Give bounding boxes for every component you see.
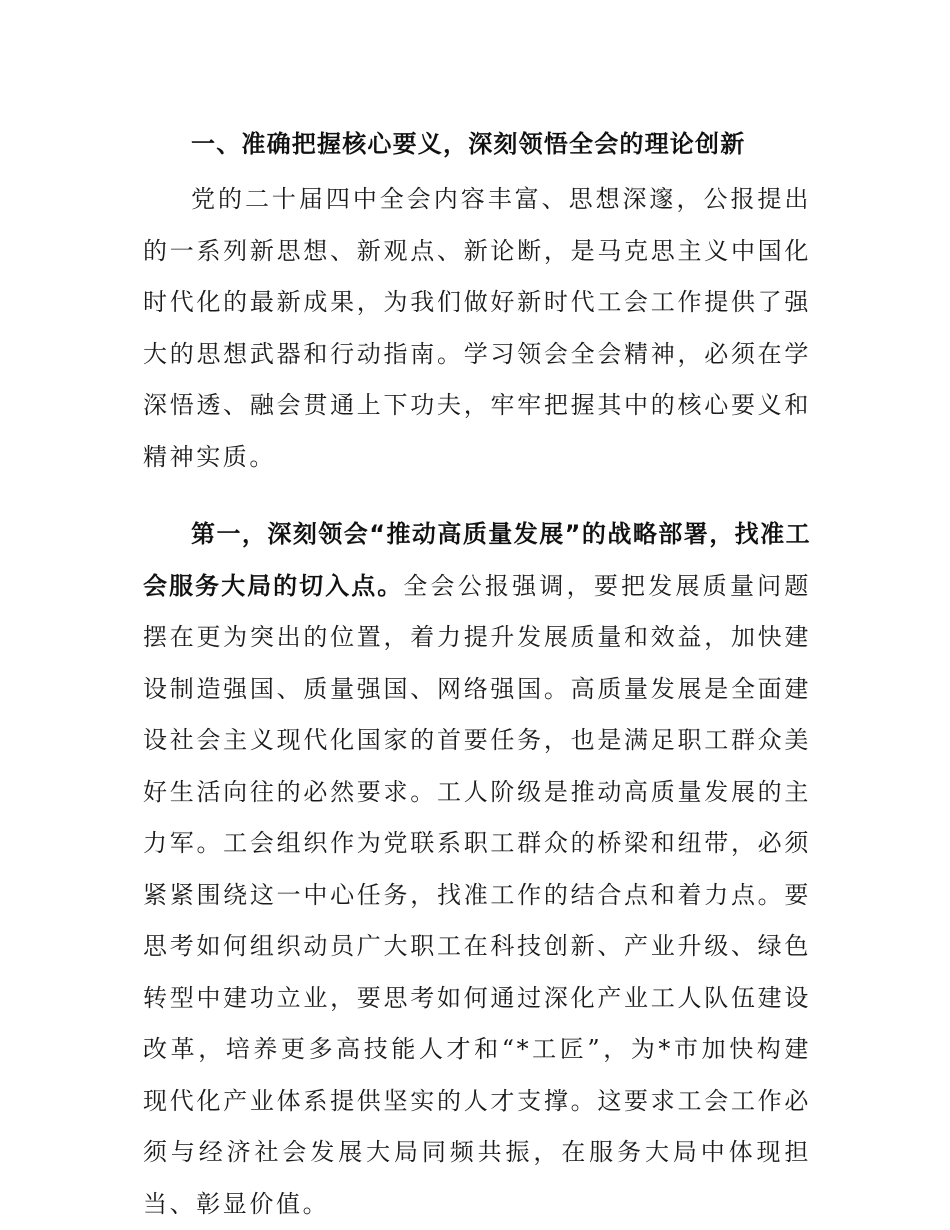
document-body [143,122,811,1230]
paragraph-intro: 党的二十届四中全会内容丰富、思想深邃，公报提出的一系列新思想、新观点、新论断，是马克思主义中国化时代化的最新成果，为我们做好新时代工会工作提供了强大的思想武器和行动指南。学习领会全会精神，必须在学深悟透、融会贯通上下功夫，牢牢把握其中的核心要义和精神实质。 [143,185,811,471]
paragraph-lead-sentence: 第一，深刻领会“推动高质量发展”的战略部署，找准工会服务大局的切入点。 [143,520,811,600]
paragraph-body-text: 全会公报强调，要把发展质量问题摆在更为突出的位置，着力提升发展质量和效益，加快建设制造强国、质量强国、网络强国。高质量发展是全面建设社会主义现代化国家的首要任务，也是满足职工群众美好生活向往的必然要求。工人阶级是推动高质量发展的主力军。工会组织作为党联系职工群众的桥梁和纽带，必须紧紧围绕这一中心任务，找准工作的结合点和着力点。要思考如何组织动员广大职工在科技创新、产业升级、绿色转型中建功立业，要思考如何通过深化产业工人队伍建设改革，培养更多高技能人才和“*工匠”，为*市加快构建现代化产业体系提供坚实的人才支撑。这要求工会工作必须与经济社会发展大局同频共振，在服务大局中体现担当、彰显价值。 [143,571,811,1218]
paragraph-first-point [143,509,811,1230]
section-heading: 一、准确把握核心要义，深刻领悟全会的理论创新 [191,130,746,158]
